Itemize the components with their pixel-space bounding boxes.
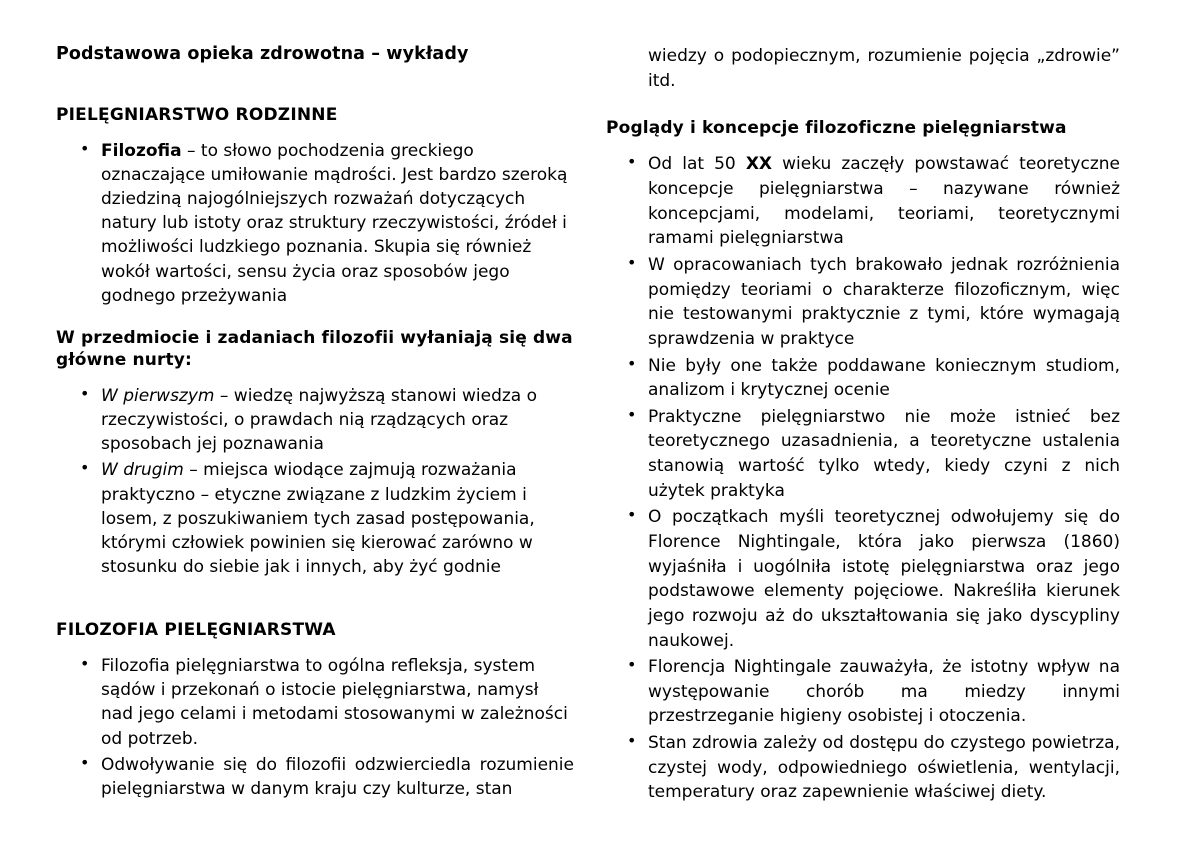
bullet-body: – wiedzę najwyższą stanowi wiedza o rzeczywistości, o prawdach nią rządzących oraz sposobach jej poznawania xyxy=(101,386,538,455)
list-item: • O początkach myśli teoretycznej odwołujemy się do Florence Nightingale, która jako pierwsza (1860) wyjaśniła i uogólniła istotę pielęgniarstwa oraz jego podstawowe elementy pojęciowe. Nakreśliła kierunek jego rozwoju aż do ukształtowania się jako dyscypliny naukowej. xyxy=(604,505,1120,653)
section-heading-filozofia-pielegniarstwa: FILOZOFIA PIELĘGNIARSTWA xyxy=(56,620,336,641)
list-item: • Stan zdrowia zależy od dostępu do czystego powietrza, czystej wody, odpowiedniego oświetlenia, wentylacji, temperatury oraz zapewnienie właściwej diety. xyxy=(604,731,1120,805)
list-item xyxy=(604,152,1120,251)
list-item: • Praktyczne pielęgniarstwo nie może istnieć bez teoretycznego uzasadnienia, a teoretyczne ustalenia stanowią wartość tylko wtedy, kiedy czyni z nich użytek praktyka xyxy=(604,405,1120,504)
spacer xyxy=(54,371,574,384)
list-item: • Filozofia pielęgniarstwa to ogólna refleksja, system sądów i przekonań o istocie pielęgniarstwa, namysł nad jego celami i metodami stosowanymi w zależności od potrzeb. xyxy=(54,654,574,751)
spacer xyxy=(54,641,574,654)
bullet-lead-term: W drugim xyxy=(101,460,184,481)
list-item xyxy=(54,458,574,579)
bullet-body: – miejsca wiodące zajmują rozważania praktyczno – etyczne związane z ludzkim życiem i losem, z poszukiwaniem tych zasad postępowania, którymi człowiek powinien się kierować zarówno w stosunku do siebie jak i innych, aby żyć godnie xyxy=(101,460,535,577)
list-item: • Florencja Nightingale zauważyła, że istotny wpływ na występowanie chorób ma miedzy innymi przestrzeganie higieny osobistej i otoczenia. xyxy=(604,655,1120,729)
list-item xyxy=(54,384,574,456)
spacer xyxy=(604,93,1120,117)
list-item: • Nie były one także poddawane koniecznym studiom, analizom i krytycznej ocenie xyxy=(604,354,1120,403)
section-heading-poglady-koncepcje: Poglądy i koncepcje filozoficzne pielęgniarstwa xyxy=(606,118,1067,139)
two-column-layout xyxy=(54,44,1145,829)
list-item: • Odwoływanie się do filozofii odzwierciedla rozumienie pielęgniarstwa w danym kraju czy kulturze, stan xyxy=(54,753,574,801)
document-title: Podstawowa opieka zdrowotna – wykłady xyxy=(56,44,469,64)
continuation-paragraph: wiedzy o podopiecznym, rozumienie pojęcia „zdrowie” itd. xyxy=(648,46,1120,91)
spacer xyxy=(54,310,574,327)
section-heading-nurty: W przedmiocie i zadaniach filozofii wyłaniają się dwa główne nurty: xyxy=(56,327,573,370)
right-column xyxy=(604,44,1120,829)
section-heading-pielegniarstwo-rodzinne: PIELĘGNIARSTWO RODZINNE xyxy=(56,104,338,125)
bullet-body-pre: Od lat 50 xyxy=(648,154,746,175)
spacer xyxy=(54,126,574,139)
spacer xyxy=(54,581,574,619)
bullet-body-post: wieku zaczęły powstawać teoretyczne koncepcje pielęgniarstwa – nazywane również koncepcjami, modelami, teoriami, teoretycznymi ramami pielęgniarstwa xyxy=(648,154,1120,249)
spacer xyxy=(54,66,574,104)
spacer xyxy=(604,139,1120,152)
bullet-list-filozofia-pielegniarstwa xyxy=(54,654,574,801)
bullet-emphasis: XX xyxy=(745,154,773,175)
list-item: • W opracowaniach tych brakowało jednak rozróżnienia pomiędzy teoriami o charakterze filozoficznym, więc nie testowanymi praktycznie z tymi, które wymagają sprawdzenia w praktyce xyxy=(604,253,1120,352)
bullet-body: – to słowo pochodzenia greckiego oznaczające umiłowanie mądrości. Jest bardzo szeroką dziedziną najogólniejszych rozważań dotyczących natury lub istoty oraz struktury rzeczywistości, źródeł i możliwości ludzkiego poznania. Skupia się również wokół wartości, sensu życia oraz sposobów jego godnego przeżywania xyxy=(101,140,568,306)
bullet-lead-term: Filozofia xyxy=(101,140,182,161)
bullet-lead-term: W pierwszym xyxy=(101,386,215,407)
bullet-list-koncepcje xyxy=(604,152,1120,805)
list-item xyxy=(54,139,574,308)
left-column xyxy=(54,44,574,829)
bullet-list-filozofia xyxy=(54,139,574,308)
bullet-list-nurty xyxy=(54,384,574,579)
